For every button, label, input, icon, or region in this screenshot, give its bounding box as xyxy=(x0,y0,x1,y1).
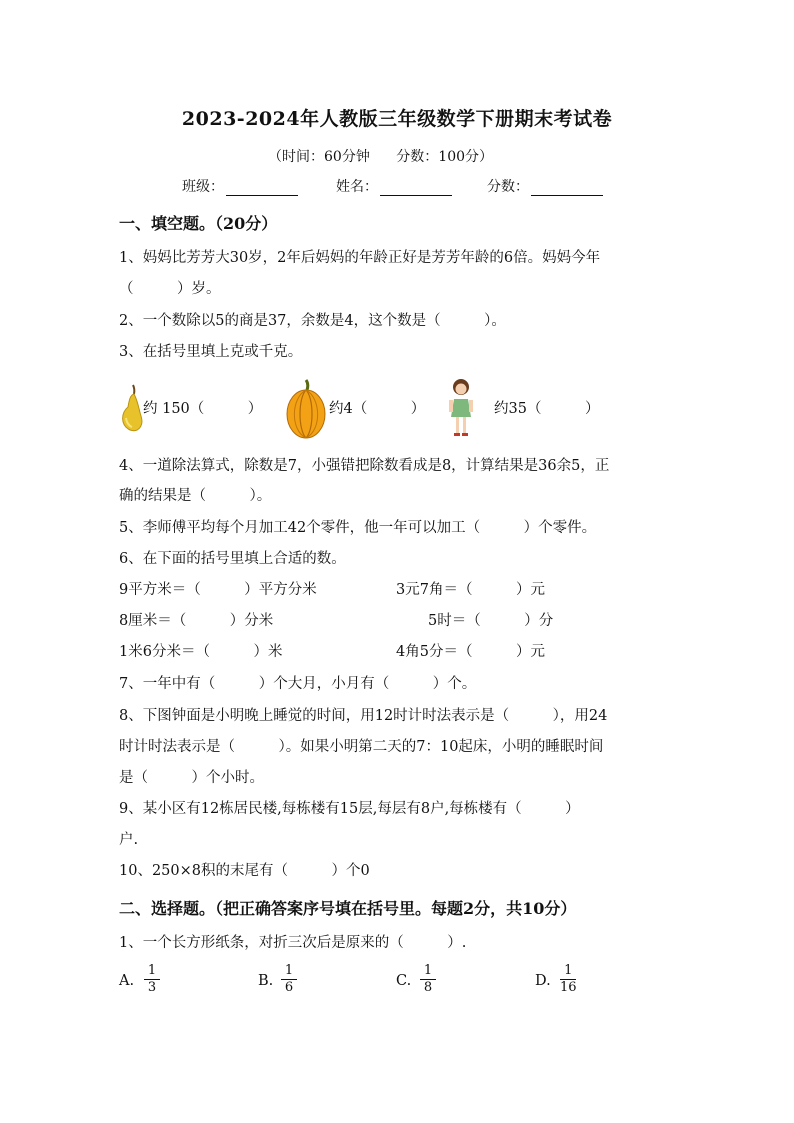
score-blank[interactable] xyxy=(531,181,603,196)
q7: 7、一年中有（ ）个大月，小月有（ ）个。 xyxy=(119,676,477,692)
q4-line1: 4、一道除法算式，除数是7，小强错把除数看成是8，计算结果是36余5，正 xyxy=(119,458,610,474)
total-score: 分数：100分） xyxy=(396,149,494,165)
q6-row3-left: 1米6分米＝（ ）米 xyxy=(119,644,283,660)
q6-row2-left: 8厘米＝（ ）分米 xyxy=(119,613,274,629)
q3-item-3: 约35（ ） xyxy=(494,401,600,417)
q3: 3、在括号里填上克或千克。 xyxy=(119,344,303,360)
class-label: 班级： xyxy=(182,179,224,195)
pumpkin-icon xyxy=(285,378,327,440)
exam-subtitle xyxy=(268,146,515,166)
q6-row3-right: 4角5分＝（ ）元 xyxy=(396,644,545,660)
s2-q1: 1、一个长方形纸条，对折三次后是原来的（ ）. xyxy=(119,935,467,951)
option-d-fraction[interactable] xyxy=(560,963,577,996)
q10: 10、250×8积的末尾有（ ）个0 xyxy=(119,863,370,879)
q6-row2-right: 5时＝（ ）分 xyxy=(428,613,554,629)
option-a-fraction[interactable] xyxy=(144,963,160,996)
q8-line1: 8、下图钟面是小明晚上睡觉的时间，用12时计时法表示是（ ），用24 xyxy=(119,708,608,724)
q6-row1-left: 9平方米＝（ ）平方分米 xyxy=(119,582,317,598)
q4-line2: 确的结果是（ ）。 xyxy=(119,488,272,504)
time-limit: （时间：60分钟 xyxy=(268,149,370,165)
q6: 6、在下面的括号里填上合适的数。 xyxy=(119,551,346,567)
q8-line3: 是（ ）个小时。 xyxy=(119,770,264,786)
option-d-den: 16 xyxy=(560,980,577,995)
page-title: 2023-2024年人教版三年级数学下册期末考试卷 xyxy=(181,108,613,130)
option-d-label: D. xyxy=(535,973,551,989)
option-b-den: 6 xyxy=(284,980,294,995)
girl-icon xyxy=(446,377,476,439)
score-field xyxy=(487,176,603,196)
q5: 5、李师傅平均每个月加工42个零件，他一年可以加工（ ）个零件。 xyxy=(119,520,597,536)
option-d-num: 1 xyxy=(564,963,573,978)
option-c-label: C. xyxy=(396,973,412,989)
q9-line2: 户. xyxy=(119,832,139,848)
q6-row1-right: 3元7角＝（ ）元 xyxy=(396,582,545,598)
option-b-num: 1 xyxy=(284,963,294,978)
q1-line2: （ ）岁。 xyxy=(119,281,221,297)
q2: 2、一个数除以5的商是37，余数是4，这个数是（ ）。 xyxy=(119,313,506,329)
option-c-den: 8 xyxy=(423,980,433,995)
section2-heading: 二、选择题。（把正确答案序号填在括号里。每题2分，共10分） xyxy=(119,899,577,918)
q3-item-1: 约 150（ ） xyxy=(143,401,263,417)
class-blank[interactable] xyxy=(226,181,298,196)
name-label: 姓名： xyxy=(336,179,378,195)
name-blank[interactable] xyxy=(380,181,452,196)
q9-line1: 9、某小区有12栋居民楼,每栋楼有15层,每层有8户,每栋楼有（ ） xyxy=(119,801,580,817)
option-c-fraction[interactable] xyxy=(420,963,436,996)
class-field xyxy=(182,176,298,196)
option-a-num: 1 xyxy=(147,963,157,978)
q1-line1: 1、妈妈比芳芳大30岁，2年后妈妈的年龄正好是芳芳年龄的6倍。妈妈今年 xyxy=(119,250,601,266)
option-a-label: A. xyxy=(119,973,135,989)
section1-heading: 一、填空题。（20分） xyxy=(119,214,278,233)
option-b-label: B. xyxy=(258,973,274,989)
name-field xyxy=(336,176,452,196)
option-b-fraction[interactable] xyxy=(281,963,297,996)
q8-line2: 时计时法表示是（ ）。如果小明第二天的7：10起床，小明的睡眠时间 xyxy=(119,739,604,755)
option-a-den: 3 xyxy=(147,980,157,995)
q3-item-2: 约4（ ） xyxy=(329,401,426,417)
pear-icon xyxy=(117,383,145,433)
option-c-num: 1 xyxy=(423,963,433,978)
score-label: 分数： xyxy=(487,179,529,195)
